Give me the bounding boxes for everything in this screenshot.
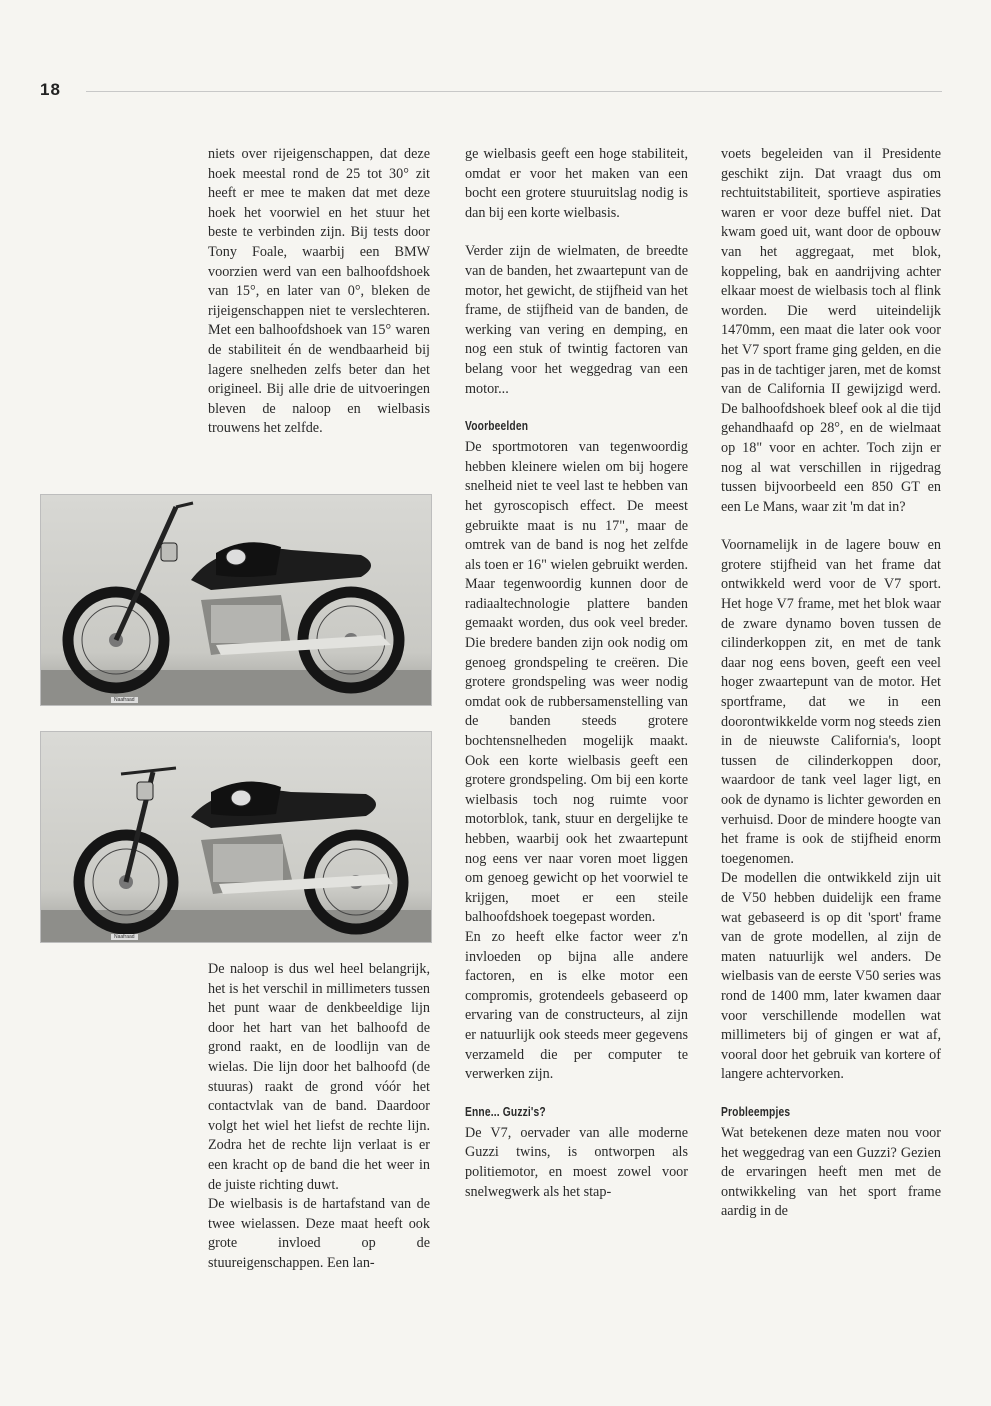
- paragraph: De wielbasis is de hartafstand van de twee wielassen. Deze maat heeft ook grote invloed op de stuureigenschappen. Een lan-: [208, 1196, 430, 1271]
- photo-credit: Naafraad: [111, 934, 138, 940]
- paragraph: Verder zijn de wielmaten, de breedte van de banden, het zwaartepunt van de motor, het gewicht, de stijfheid van het frame, de stijfheid van de banden, de werking van vering en demping, en nog een stuk of twintig factoren van belang voor het weggedrag van een motor...: [465, 243, 688, 397]
- photo-credit: Naafraad: [111, 697, 138, 703]
- column-3: [721, 145, 941, 1222]
- motorcycle-photo-standard: [40, 731, 432, 943]
- paragraph: voets begeleiden van il Presidente geschikt zijn. Dat vraagt dus om rechtuitstabiliteit, sportieve aspiraties waren er voor deze buffel niet. Dat kwam goed uit, want door de opbouw van het aggregaat, met blok, koppeling, bak en aandrijving achter elkaar moest de wielbasis toch al flink worden. Die werd uiteindelijk 1470mm, een maat die later ook voor het V7 sport frame ging gelden, en die pas in de tachtiger jaren, met de komst van de California II gewijzigd werd. De balhoofdshoek bleef ook al die tijd gehandhaafd op 28°, en de wielmaat op 18" voor en achter. Toch zijn er nog al wat verschillen in rijgedrag tussen bijvoorbeeld een 850 GT en een Le Mans, waar zit 'm dat in?: [721, 146, 941, 515]
- paragraph: Voornamelijk in de lagere bouw en grotere stijfheid van het frame dat ontwikkeld werd voor de V7 sport. Het hoge V7 frame, met het blok waar de zware dynamo boven tussen de cilinderkoppen zit, en met de tank daar nog eens boven, geeft een veel hoger zwaartepunt van de motor. Het sportframe, dat we in een doorontwikkelde vorm nog steeds zien in de nieuwste California's, loopt tussen de cilinderkoppen door, waardoor de tank veel lager ligt, en ook de dynamo is lichter geworden en verhuisd. Door de mindere hoogte van het frame is ook de stijfheid enorm toegenomen.: [721, 537, 941, 867]
- paragraph: De modellen die ontwikkeld zijn uit de V50 hebben duidelijk een frame wat gebaseerd is op dit 'sport' frame van de grote modellen, al zijn de maten natuurlijk wel anders. De wielbasis van de eerste V50 series was rond de 1400 mm, later kwamen daar voor verschillende modellen wat millimeters bij of gingen er wat af, vooral door het gebruik van kortere of langere achtervorken.: [721, 870, 941, 1083]
- paragraph: niets over rijeigenschappen, dat deze hoek meestal rond de 25 tot 30° zit heeft er mee te maken dat met deze hoek het voorwiel en het stuur het beste te verbinden zijn. Bij tests door Tony Foale, waarbij een BMW voorzien werd van een balhoofdshoek van 15°, en later van 0°, bleken de rijeigenschappen niet te verslechteren. Met een balhoofdshoek van 15° waren de stabiliteit én de wendbaarheid bij lagere snelheden zelfs beter dan het origineel. Bij alle drie de uitvoeringen bleven de naloop en wielbasis trouwens het zelfde.: [208, 146, 430, 437]
- column-1-bottom: [208, 960, 430, 1274]
- section-heading: Voorbeelden: [465, 419, 529, 434]
- paragraph: ge wielbasis geeft een hoge stabiliteit, omdat er voor het maken van een bocht een grotere stuuruitslag nodig is dan bij een korte wielbasis.: [465, 146, 688, 221]
- paragraph: En zo heeft elke factor weer z'n invloeden op bijna alle andere factoren, en is elke motor een compromis, grotendeels gebaseerd op ervaring van de constructeurs, al zijn er natuurlijk ook steeds meer gegevens verzameld die per computer te verwerken zijn.: [465, 928, 688, 1083]
- column-1-top: [208, 145, 430, 439]
- paragraph: De naloop is dus wel heel belangrijk, het is het verschil in millimeters tussen het punt waar de denkbeeldige lijn door het hart van het balhoofd de grond raakt, en de loodlijn van de wielas. Die lijn door het balhoofd (de stuuras) raakt de grond vóór het contactvlak van de band. Daardoor volgt het wiel het liefst de rechte lijn. Zodra het de rechte lijn verlaat is er een kracht op de band die het weer in de juiste richting duwt.: [208, 961, 430, 1193]
- motorcycle-photo-steep-rake: [40, 494, 432, 706]
- page-number: 18: [40, 80, 61, 99]
- section-heading: Probleempjes: [721, 1104, 791, 1119]
- header-rule: [86, 91, 942, 92]
- paragraph: Wat betekenen deze maten nou voor het weggedrag van een Guzzi? Gezien de ervaringen heeft men met de ontwikkeling van het sport frame aardig in de: [721, 1124, 941, 1220]
- section-heading: Enne... Guzzi's?: [465, 1104, 546, 1119]
- paragraph: De sportmotoren van tegenwoordig hebben kleinere wielen om bij hogere snelheid niet te veel last te hebben van het gyroscopisch effect. De meest gebruikte maat is nu 17", maar de omtrek van de band is nog het zelfde als toen er 16" wielen gebruikt werden. Maar tegenwoordig kunnen door de radiaaltechnologie plattere banden gemaakt worden, dus ook veel breder. Die bredere banden zijn ook nodig om genoeg grondspeling te creëren. Die grotere grondspeling was weer nodig omdat ook de rubbersamenstelling van de banden steeds grotere bochtensnelheden mogelijk maakt. Ook een korte wielbasis geeft een grotere grondspeling. Om bij een korte wielbasis toch nog ruimte voor motorblok, tank, stuur en dergelijke te hebben, waarbij ook het zwaartepunt nog eens ver naar voren moet liggen om genoeg gewicht op het voorwiel te krijgen, moet er een steile balhoofdshoek toegepast worden.: [465, 439, 688, 926]
- column-2: [465, 145, 688, 1202]
- paragraph: De V7, oervader van alle moderne Guzzi twins, is ontworpen als politiemotor, en moest zowel voor snelwegwerk als het stap-: [465, 1124, 688, 1200]
